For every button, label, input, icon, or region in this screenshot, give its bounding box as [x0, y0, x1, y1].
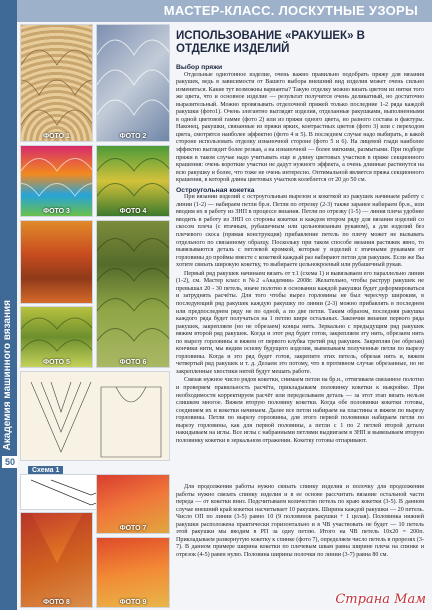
scheme-1-label: Схема 1 [28, 466, 63, 475]
section-heading: Выбор пряжи [176, 64, 223, 71]
paragraph: Отдельные однотонное изделие, очень важно правильно подобрать пряжу для вязания ракушек, ведь в зависимости от Вашего выбора внешний вид изделия может очень сильно измениться. Какие тут возможны варианты? Такую отделку можно вязать цветом из нитки того же цвета, что и основное изделие — результат получится очень деликатный, но достаточно выразительный. Можно провязывать отделочной пряжей только последние 1-2 ряда каждой ракушки (фото1). Очень элегантно выглядят изделия, отделанные ракушками, выполненными в одной цветовой гамме (фото 2) или из пряжи одного цвета, но разного состава и фактуры. Наконец, ракушки, связанные из пряжи ярких, контрастных цветов (фото 3) или с переходом цвета, смотрятся наиболее эффектно (фото 4 и 5). В последнем случае надо выбирать, в какой стороне использовать отделку изнаночной стороне (фото 5 и 6). На лицевой глади наиболее эффектно выглядит более резкая, а на изнаночной — более мягкими, размытыми. При подборе пряжи в таком случае надо учитывать еще и длину цветовых участков в пряже секционного крашения: очень короткие участки не дадут нужного эффекта, а очень длинные растянутся на всю ракушку и более, что тоже не очень интересно. Оптимальной является пряжа секционного крашения, в которой длина цветовых участков колеблется от 20 до 50 см. [176, 71, 424, 184]
paragraph: При вязании изделий с остроугольным вырезом и кокеткой из ракушек начинаем работу с линии (1-2) — набираем петли бр.н. Петли по отрезку (2-3) также заранее набираем бр.н., или вводим их в работу из ЗНП в процессе вязания. Петли по отрезку (1-5) — линия плеча удобнее вводить в работу из ЗНП со стороны кокетки и каждом втором ряду для вязания изделий со скосом плеча (с втачным, рубашечным или цельновязаным рукавом), а для изделий без плечевого скоса (прямая конструкция) прибавление петель по плечу может не вызывать отдельного по связанному образцу. Поскольку при таком способе вязания растяжек явно, то вывязываются деталь с петлевой кромкой, которые у изделий с втачными рукавами от горловины до проймы вместе с кокеткой каждый раз набирают петли для ракушек. Если же Вы хотите связать широкую кокетку, то выбираете цельнокроеный или рубашечный рукав. [176, 194, 424, 269]
paragraph: Для продолжения работы нужно связать спинку изделия и полочку для продолжения работы нужно связать спинку изделия и в ее основе рассчитать вязание остальной части переда — от кокетки вниз. Подсчитываем количество петель по краю кокетки (3-5). В данном случае внешний край кокетки насчитывает 10 ракушек. Ширина каждой ракушки — 20 петель. Число ОП по линии (3-5) равно 10 (9 половинок ракушки + 1 целая). Половинка нижней ракушки расположена практически горизонтально и в ЧВ участвовать не будет — 10 петель этой ракушки мы вводим в РП за одну петлю. Итого на ЧВ петель 10х20 = 200п. Прикладываем развернутую кокетку к спинке (фото 7), определяем число петель в прорезях (3-7). В данном примере ширина кокетки по плечевым швам равна ширине плеча на спинке и отрезок (4-5) равен нулю. Половина ширины полочки по линии (3-7) равна 80 см. [176, 484, 425, 558]
photo-6 [96, 220, 170, 368]
header-title: МАСТЕР-КЛАСС. ЛОСКУТНЫЕ УЗОРЫ [163, 3, 418, 18]
watermark: Страна Мам [335, 592, 426, 607]
article-body [176, 62, 424, 446]
article-title: ИСПОЛЬЗОВАНИЕ «РАКУШЕК» В ОТДЕЛКЕ ИЗДЕЛИЙ [176, 30, 365, 55]
paragraph: Связав нужное число рядов кокетки, снимаем петли на бр.н., оттягиваем связанное полотно и проверяем правильность расчёта, прикладываем половинку кокетки к выкройке. При необходимости корректируем расчёт или переделываем деталь — за этот этап вязать нельзя слишком многое. Вяжем вторую половину кокетки. Когда обе половинки кокетки готовы, соединяем их и кокетки начинаем. Далее все петли набираем на пластины и вяжем по вырезу горловины. Петли по вырезу горловины, для этого первой половинки набираем петли по вырезу горловины, как для первой половины, а петли с 1 по 2 петлей второй детали накидываем на иглы. Все иглы с набранными петлями выдвигаем в ЗНП и вывязываем вторую половинку кокетки в зеркальном отражении. Кокетку готовы отпаривают. [176, 377, 424, 444]
shell-pattern-icon [21, 25, 93, 142]
photo-8-label: ФОТО 8 [43, 599, 70, 606]
paragraph: Первый ряд ракушек начинаем вязать от т.1 (схема 1) и вывязываем его параллельно линии (1-2), см. Мастер класс в №2 «Академия» 2008г. Желательно, чтобы раструр ракушек не превышал 20 - 30 петель, иначе полотно в основании каждой ракушки будет деформироваться и затруднять расчёты. Для того чтобы вырез горловины не был чересчур широким, в последующий ряд ракушек каждую ракушку по линии (2-3) можно прибавлять в последнем или предпоследнем ряду не по одной, а по две петли. Таким образом, последняя ракушка каждого ряда будет получаться на 1 петлю шире остальных. Закончив вязание первого ряда ракушек, закрепляем (но не обрезаем) концы нить. Зеркально с предыдущим ряд ракушек вяжем второй ряд ракушек. Когда и этот ряд будет готов, закрепляем эту нить, обрезаем нить по вырезу горловины и вяжем от первого клубка третий ряд ракушек. Закрепляя (не обрезая) кончики нити, мы видим основу будущего изделия, вывязываем полученные петли по вырезу горловины. Когда и это ряд будет готов, закрепите этих петель, обрезая нить и, вяжем четвертый ряд ракушек и т. д. Делаем это потому, что в противном случае обрезанные, но не закрепленные хвостики нитей будут мешать работе. [176, 270, 424, 375]
photo-5 [20, 306, 93, 368]
sidebar-text: Академия машинного вязания [2, 300, 13, 451]
photo-5-top [20, 220, 93, 304]
sidebar [0, 0, 17, 610]
section-heading: Остроугольная кокетка [176, 186, 255, 194]
photo-4-label: ФОТО 4 [119, 208, 147, 215]
photo-5-label: ФОТО 5 [43, 359, 70, 366]
shell-diagram-icon [21, 372, 170, 461]
shell-pattern-icon [97, 146, 170, 217]
shell-pattern-icon [21, 146, 93, 217]
diagram-area [20, 371, 170, 461]
shell-pattern-icon [97, 25, 170, 142]
photo-2-label: ФОТО 2 [119, 133, 147, 140]
photo-6-label: ФОТО 6 [119, 359, 147, 366]
photo-1-label: ФОТО 1 [43, 133, 70, 140]
photo-9 [96, 537, 170, 608]
photo-3-label: ФОТО 3 [43, 208, 70, 215]
shell-pattern-icon [97, 221, 170, 368]
article-body-bottom [176, 484, 424, 559]
page-number: 50 [2, 456, 18, 468]
photo-2 [96, 24, 170, 142]
photo-1 [20, 24, 93, 142]
photo-7-label: ФОТО 7 [119, 525, 147, 532]
photo-8 [20, 512, 93, 608]
photo-7 [96, 474, 170, 534]
page-header [0, 0, 432, 22]
photo-3 [20, 145, 93, 217]
vest-icon [21, 513, 93, 608]
photo-4 [96, 145, 170, 217]
photo-9-label: ФОТО 9 [119, 599, 147, 606]
